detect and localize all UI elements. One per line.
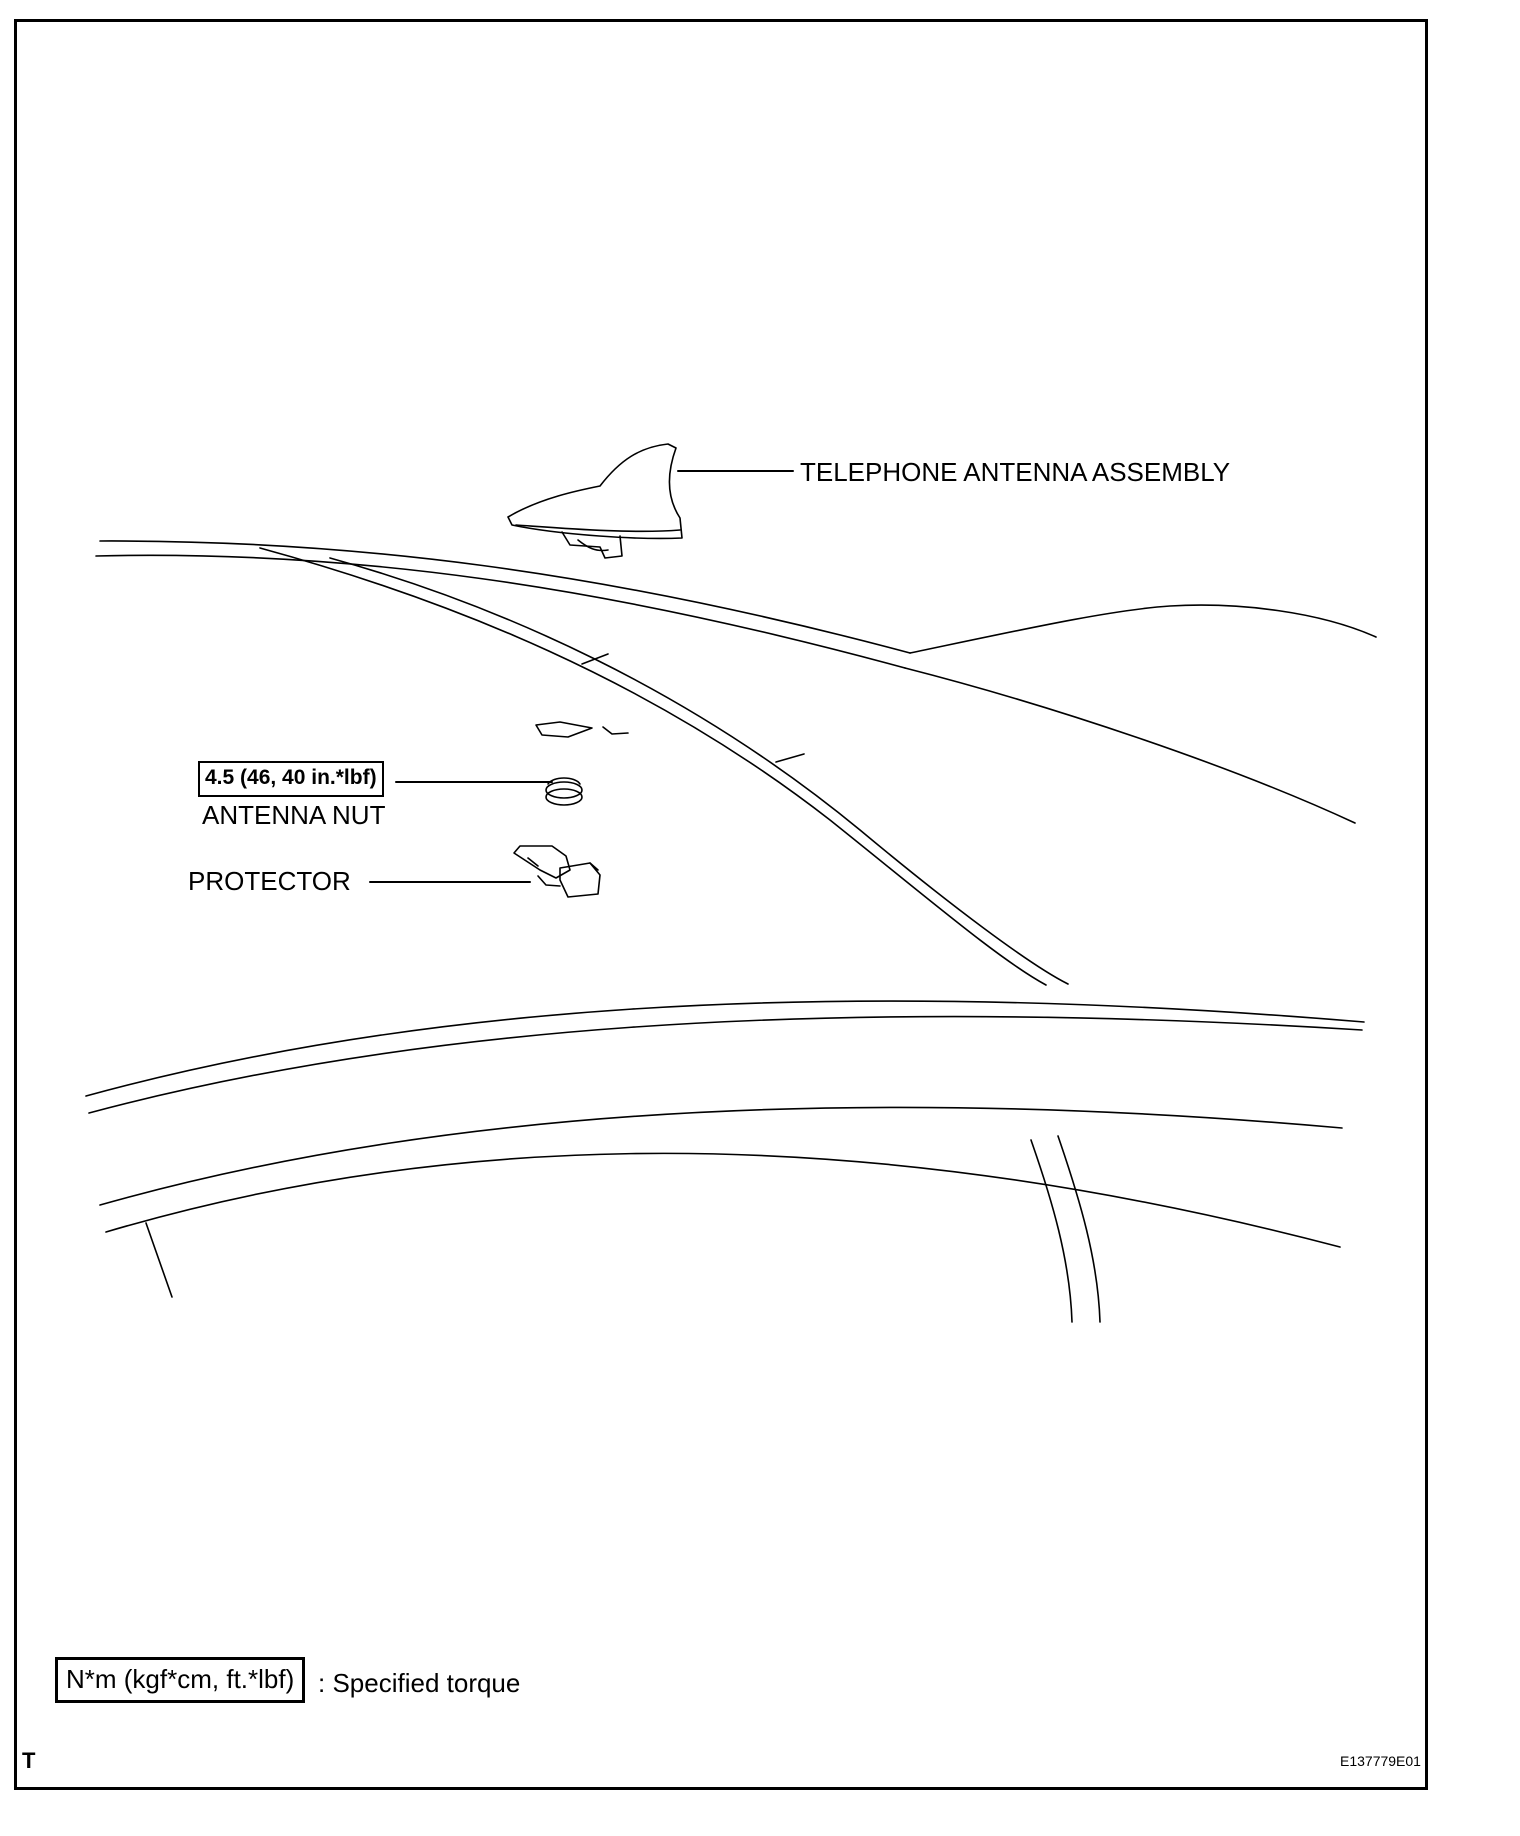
antenna-nut-torque-box: 4.5 (46, 40 in.*lbf): [198, 761, 384, 797]
torque-legend-text: : Specified torque: [318, 1668, 521, 1698]
corner-mark: T: [22, 1748, 36, 1773]
roof-rear-edge: [905, 605, 1376, 823]
leader-lines: [370, 471, 793, 882]
roof-side-rail: [86, 1001, 1364, 1322]
protector-icon: [514, 846, 600, 897]
telephone-antenna-assembly-label: TELEPHONE ANTENNA ASSEMBLY: [800, 457, 1231, 487]
antenna-nut-label: ANTENNA NUT: [202, 800, 386, 830]
figure-id: E137779E01: [1340, 1753, 1421, 1769]
torque-legend-box: N*m (kgf*cm, ft.*lbf): [55, 1657, 305, 1703]
telephone-antenna-assembly-icon: [508, 444, 682, 558]
roof-front-edge: [96, 541, 910, 668]
protector-label: PROTECTOR: [188, 866, 351, 896]
antenna-mounting-pad: [536, 722, 628, 737]
